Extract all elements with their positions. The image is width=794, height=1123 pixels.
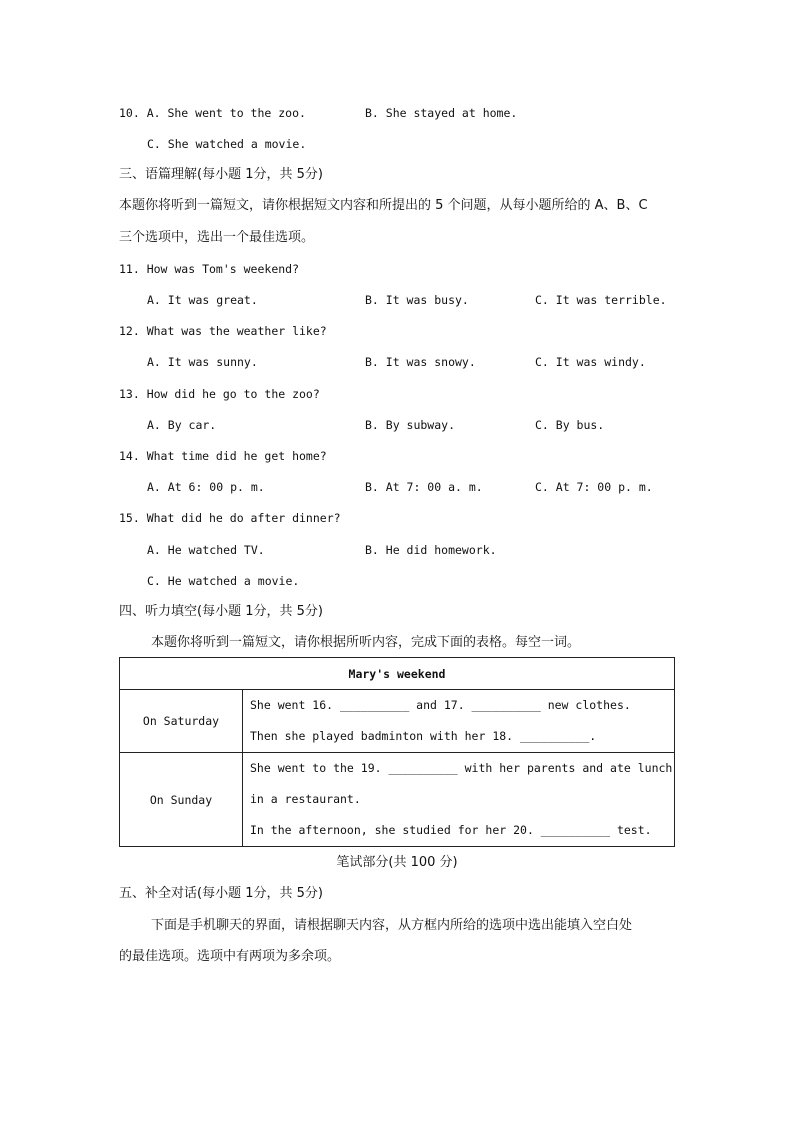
sunday-content bbox=[243, 753, 675, 847]
section3-instruction-1: 本题你将听到一篇短文，请你根据短文内容和所提出的 5 个问题，从每小题所给的 A、B、C bbox=[119, 198, 648, 213]
q11-option-b: B. It was busy. bbox=[365, 293, 469, 307]
written-part-heading: 笔试部分(共 100 分) bbox=[336, 855, 458, 870]
q15-option-a: A. He watched TV. bbox=[147, 543, 265, 557]
sunday-line-1: She went to the 19. __________ with her parents and ate lunch bbox=[250, 761, 673, 775]
q12-option-c: C. It was windy. bbox=[535, 355, 646, 369]
saturday-line-1: She went 16. __________ and 17. __________ new clothes. bbox=[250, 698, 631, 712]
q10-option-c: C. She watched a movie. bbox=[147, 137, 307, 151]
section5-instruction-1: 下面是手机聊天的界面，请根据聊天内容，从方框内所给的选项中选出能填入空白处 bbox=[151, 918, 633, 933]
section3-title: 三、语篇理解(每小题 1分，共 5分) bbox=[119, 167, 323, 182]
question-15: 15. What did he do after dinner? bbox=[119, 511, 341, 525]
q15-option-c: C. He watched a movie. bbox=[147, 574, 300, 588]
q12-option-b: B. It was snowy. bbox=[365, 355, 476, 369]
saturday-content bbox=[243, 690, 675, 753]
q13-option-b: B. By subway. bbox=[365, 418, 456, 432]
q10-option-b: B. She stayed at home. bbox=[365, 106, 518, 120]
q14-option-b: B. At 7: 00 a. m. bbox=[365, 480, 483, 494]
q11-option-c: C. It was terrible. bbox=[535, 293, 667, 307]
sunday-line-3: In the afternoon, she studied for her 20. __________ test. bbox=[250, 823, 652, 837]
saturday-label: On Saturday bbox=[120, 690, 243, 753]
sunday-label: On Sunday bbox=[120, 753, 243, 847]
question-12: 12. What was the weather like? bbox=[119, 324, 327, 338]
q10-option-a: 10. A. She went to the zoo. bbox=[119, 106, 306, 120]
section4-instruction: 本题你将听到一篇短文，请你根据所听内容，完成下面的表格。每空一词。 bbox=[151, 635, 581, 650]
sunday-line-2: in a restaurant. bbox=[250, 792, 361, 806]
q14-option-a: A. At 6: 00 p. m. bbox=[147, 480, 265, 494]
q12-option-a: A. It was sunny. bbox=[147, 355, 258, 369]
table-title: Mary's weekend bbox=[120, 658, 675, 690]
section5-title: 五、补全对话(每小题 1分，共 5分) bbox=[119, 886, 323, 901]
marys-weekend-table bbox=[119, 657, 675, 847]
q15-option-b: B. He did homework. bbox=[365, 543, 497, 557]
question-11: 11. How was Tom's weekend? bbox=[119, 262, 300, 276]
question-13: 13. How did he go to the zoo? bbox=[119, 387, 320, 401]
section5-instruction-2: 的最佳选项。选项中有两项为多余项。 bbox=[119, 949, 341, 964]
section4-title: 四、听力填空(每小题 1分，共 5分) bbox=[119, 604, 323, 619]
q14-option-c: C. At 7: 00 p. m. bbox=[535, 480, 653, 494]
question-14: 14. What time did he get home? bbox=[119, 449, 327, 463]
q13-option-c: C. By bus. bbox=[535, 418, 605, 432]
section3-instruction-2: 三个选项中，选出一个最佳选项。 bbox=[119, 230, 315, 245]
q11-option-a: A. It was great. bbox=[147, 293, 258, 307]
saturday-line-2: Then she played badminton with her 18. __________. bbox=[250, 729, 597, 743]
q13-option-a: A. By car. bbox=[147, 418, 217, 432]
